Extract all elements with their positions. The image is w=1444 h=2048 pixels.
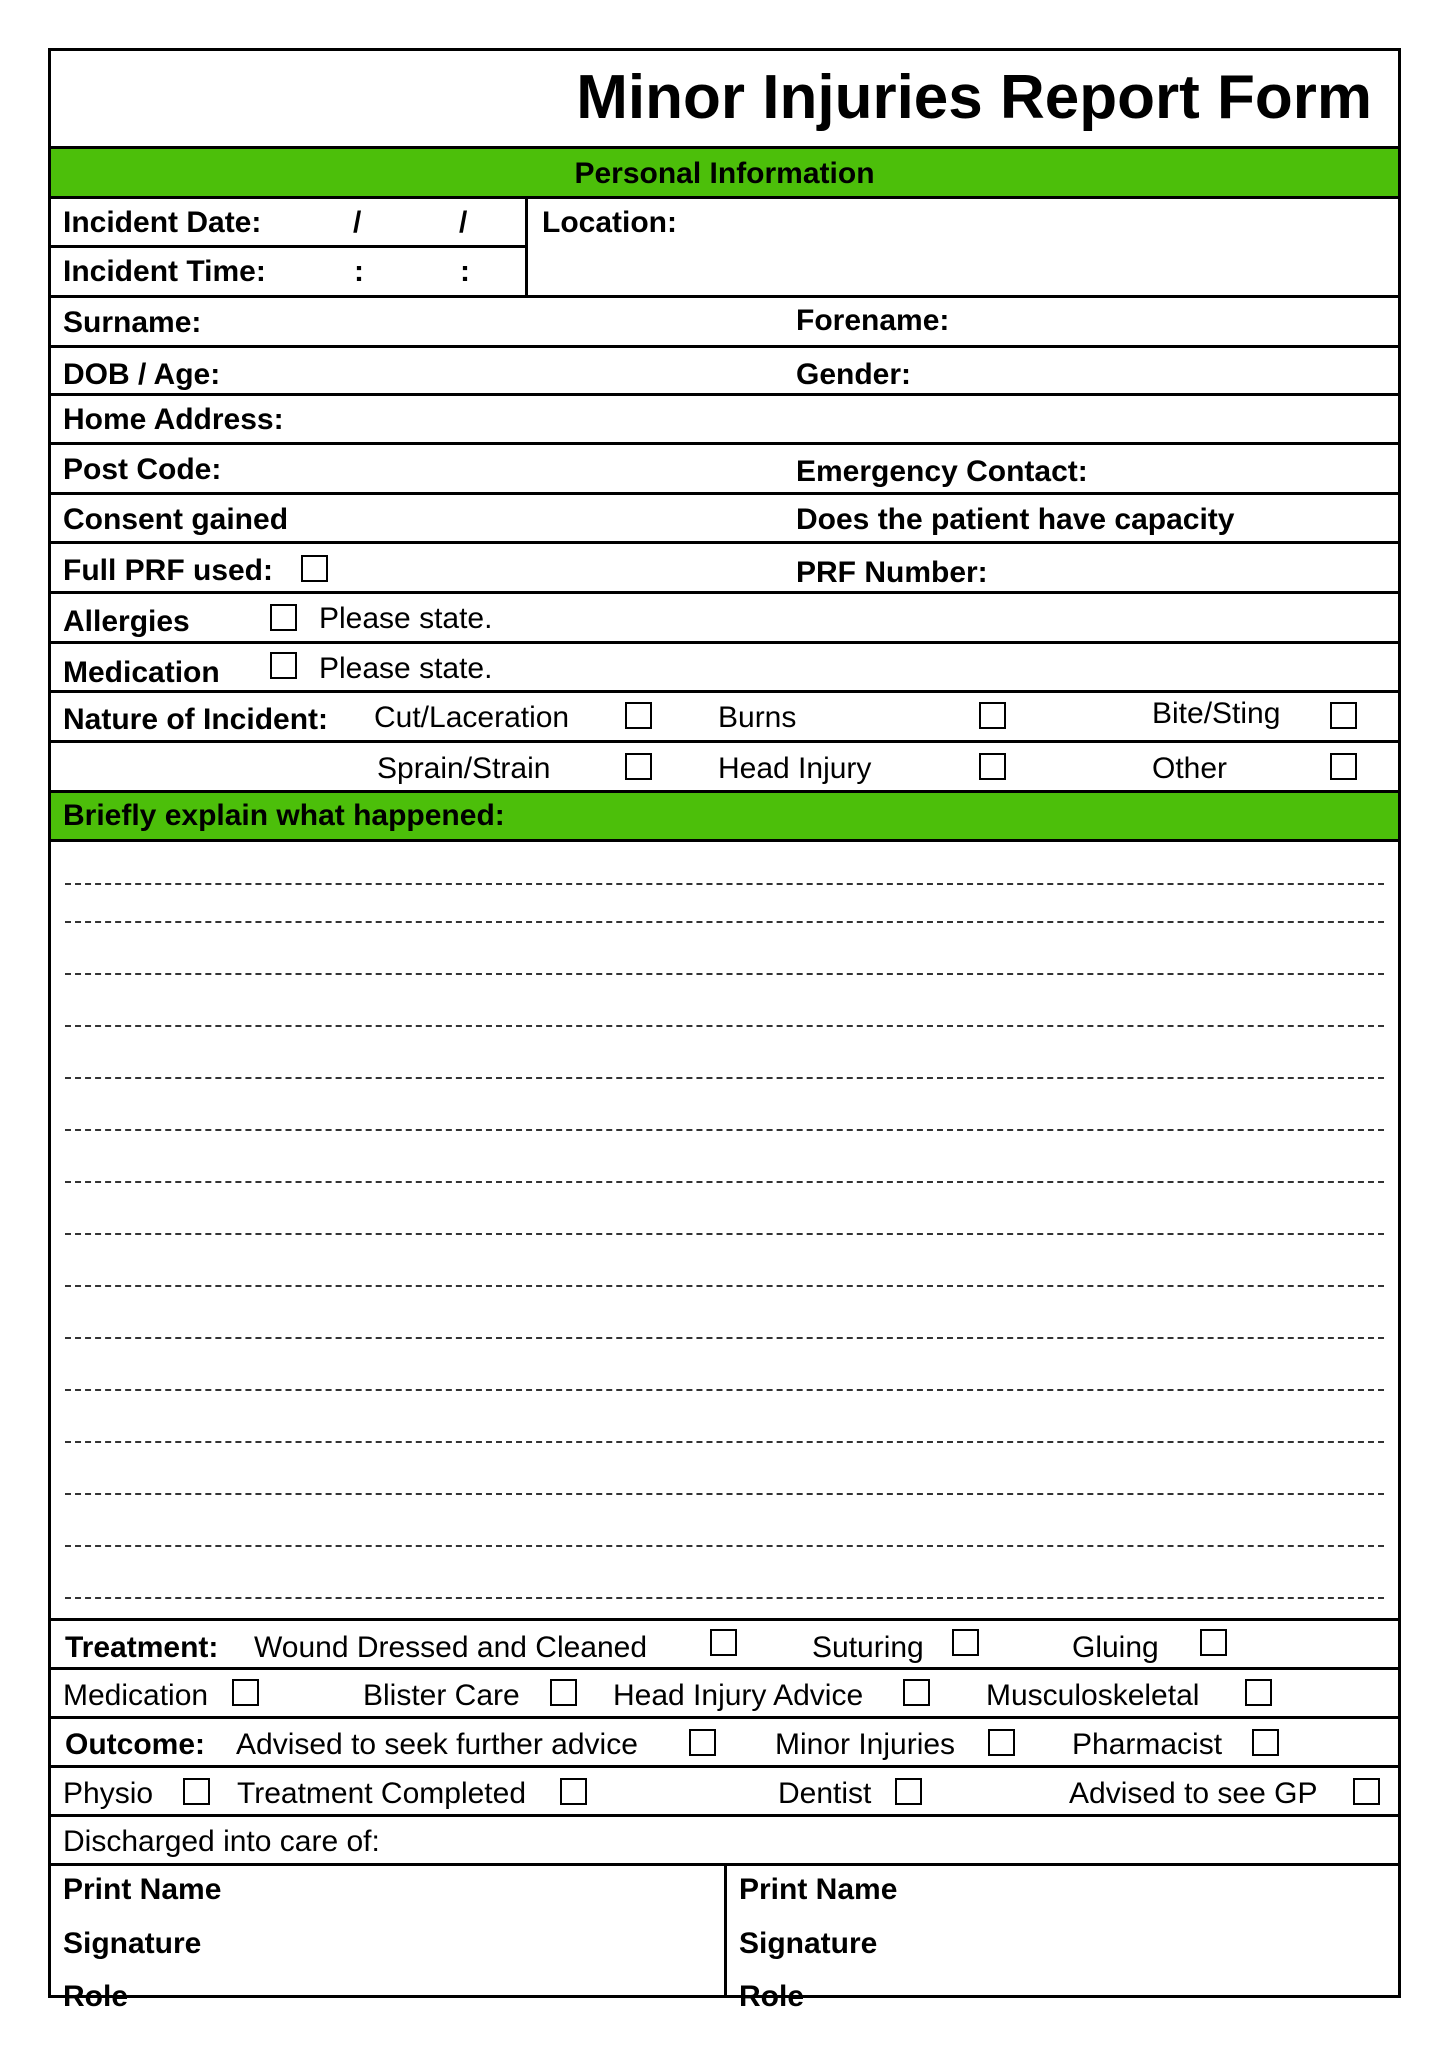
incident-time-label: Incident Time: — [63, 255, 266, 288]
discharge-label: Discharged into care of: — [63, 1825, 380, 1858]
outcome-dentist-checkbox[interactable] — [895, 1778, 922, 1805]
home-address-label: Home Address: — [63, 403, 284, 436]
nature-row-2 — [51, 743, 1398, 793]
treatment-row-2 — [51, 1670, 1398, 1719]
nature-option: Head Injury — [718, 752, 872, 785]
postcode-row — [51, 445, 1398, 495]
outcome-physio-checkbox[interactable] — [183, 1778, 210, 1805]
signature-label: Signature — [739, 1927, 878, 1960]
nature-other-checkbox[interactable] — [1330, 753, 1357, 780]
allergies-checkbox[interactable] — [270, 604, 297, 631]
treatment-label: Treatment: — [65, 1631, 219, 1664]
treatment-option: Wound Dressed and Cleaned — [254, 1631, 648, 1664]
nature-bite-checkbox[interactable] — [1330, 702, 1357, 729]
nature-of-incident-label: Nature of Incident: — [63, 703, 329, 736]
outcome-option: Dentist — [778, 1777, 872, 1810]
nature-option: Other — [1152, 752, 1228, 785]
consent-row — [51, 495, 1398, 544]
date-separator: / — [459, 206, 468, 239]
nature-cut-checkbox[interactable] — [625, 702, 652, 729]
outcome-option: Pharmacist — [1072, 1728, 1223, 1761]
outcome-option: Physio — [63, 1777, 154, 1810]
time-separator: : — [460, 255, 470, 288]
location-label: Location: — [542, 206, 677, 239]
treatment-option: Gluing — [1072, 1631, 1159, 1664]
print-name-label: Print Name — [739, 1873, 898, 1906]
outcome-row-2 — [51, 1768, 1398, 1817]
gender-label: Gender: — [796, 358, 912, 391]
outcome-treatment-completed-checkbox[interactable] — [560, 1778, 587, 1805]
treatment-blister-checkbox[interactable] — [550, 1679, 577, 1706]
allergies-please-state: Please state. — [319, 602, 493, 635]
page-title: Minor Injuries Report Form — [576, 63, 1372, 132]
outcome-row-1 — [51, 1719, 1398, 1768]
treatment-suturing-checkbox[interactable] — [952, 1629, 979, 1656]
emergency-contact-label: Emergency Contact: — [796, 455, 1088, 488]
medication-checkbox[interactable] — [270, 652, 297, 679]
nature-sprain-checkbox[interactable] — [625, 753, 652, 780]
surname-label: Surname: — [63, 306, 202, 339]
report-form — [48, 48, 1401, 2013]
medication-row — [51, 644, 1398, 693]
dob-age-label: DOB / Age: — [63, 358, 221, 391]
nature-head-injury-checkbox[interactable] — [979, 753, 1006, 780]
incident-block — [51, 199, 1398, 298]
signature-label: Signature — [63, 1927, 202, 1960]
treatment-gluing-checkbox[interactable] — [1200, 1629, 1227, 1656]
outcome-label: Outcome: — [65, 1728, 206, 1761]
allergies-label: Allergies — [63, 605, 190, 638]
section-title-personal: Personal Information — [574, 157, 875, 190]
nature-option: Sprain/Strain — [377, 752, 551, 785]
full-prf-checkbox[interactable] — [301, 555, 328, 582]
discharge-row — [51, 1817, 1398, 1866]
nature-option: Burns — [718, 701, 797, 734]
section-header-personal — [51, 149, 1398, 199]
outcome-option: Advised to see GP — [1069, 1777, 1318, 1810]
medication-label: Medication — [63, 656, 220, 689]
role-label: Role — [63, 1980, 129, 2013]
role-label: Role — [739, 1980, 805, 2013]
section-title-explain: Briefly explain what happened: — [63, 799, 505, 832]
outcome-pharmacist-checkbox[interactable] — [1252, 1729, 1279, 1756]
post-code-label: Post Code: — [63, 453, 222, 486]
date-separator: / — [353, 206, 362, 239]
name-row — [51, 298, 1398, 348]
treatment-medication-checkbox[interactable] — [232, 1679, 259, 1706]
nature-option: Cut/Laceration — [374, 701, 570, 734]
treatment-option: Musculoskeletal — [986, 1679, 1200, 1712]
treatment-option: Medication — [63, 1679, 209, 1712]
explanation-area[interactable] — [51, 842, 1398, 1621]
dob-row — [51, 348, 1398, 396]
incident-date-label: Incident Date: — [63, 206, 262, 239]
treatment-wound-checkbox[interactable] — [710, 1629, 737, 1656]
nature-option: Bite/Sting — [1152, 697, 1281, 730]
nature-row-1 — [51, 693, 1398, 743]
capacity-label: Does the patient have capacity — [796, 503, 1235, 536]
allergies-row — [51, 594, 1398, 644]
treatment-option: Suturing — [812, 1631, 924, 1664]
outcome-option: Treatment Completed — [237, 1777, 527, 1810]
nature-burns-checkbox[interactable] — [979, 702, 1006, 729]
treatment-option: Head Injury Advice — [613, 1679, 864, 1712]
full-prf-label: Full PRF used: — [63, 554, 273, 587]
outcome-option: Advised to seek further advice — [236, 1728, 638, 1761]
outcome-minor-injuries-checkbox[interactable] — [988, 1729, 1015, 1756]
time-separator: : — [354, 255, 364, 288]
outcome-option: Minor Injuries — [775, 1728, 956, 1761]
outcome-see-gp-checkbox[interactable] — [1353, 1778, 1380, 1805]
treatment-musculoskeletal-checkbox[interactable] — [1245, 1679, 1272, 1706]
title-row — [51, 51, 1398, 149]
forename-label: Forename: — [796, 304, 950, 337]
treatment-head-injury-advice-checkbox[interactable] — [903, 1679, 930, 1706]
treatment-row-1 — [51, 1621, 1398, 1670]
address-row — [51, 396, 1398, 445]
medication-please-state: Please state. — [319, 652, 493, 685]
consent-label: Consent gained — [63, 503, 289, 536]
treatment-option: Blister Care — [363, 1679, 520, 1712]
section-header-explain — [51, 793, 1398, 842]
outcome-further-advice-checkbox[interactable] — [689, 1729, 716, 1756]
prf-number-label: PRF Number: — [796, 556, 988, 589]
print-name-label: Print Name — [63, 1873, 222, 1906]
signature-block — [51, 1866, 1398, 2013]
prf-row — [51, 544, 1398, 594]
